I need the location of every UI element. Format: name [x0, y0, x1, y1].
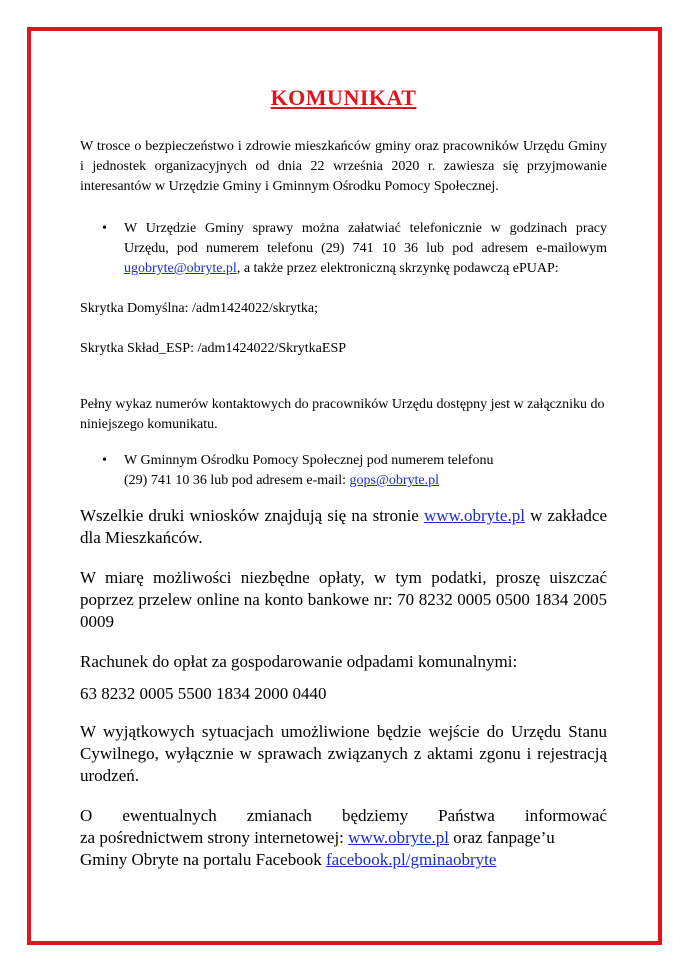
bullet1-text-before: W Urzędzie Gminy sprawy można załatwiać telefonicznie w godzinach pracy Urzędu, pod numerem telefonu (29) 741 10 36 lub pod adresem e-mailowym: [124, 221, 607, 256]
bullet1-text-after: , a także przez elektroniczną skrzynkę podawczą ePUAP:: [236, 261, 559, 276]
zmiany-line3-before: Gminy Obryte na portalu Facebook: [80, 850, 326, 869]
bullet-list-1: [80, 219, 607, 279]
website-link-obryte[interactable]: www.obryte.pl: [424, 506, 525, 525]
druki-text-after: w zakładce dla Mieszkańców.: [80, 506, 607, 547]
zmiany-line2: [80, 827, 607, 849]
bullet-gops: [124, 451, 607, 491]
zmiany-line1: O ewentualnych zmianach będziemy Państwa informować: [80, 806, 607, 825]
oplaty-paragraph: W miarę możliwości niezbędne opłaty, w tym podatki, proszę uiszczać poprzez przelew online na konto bankowe nr: 70 8232 0005 0500 1834 2005 0009: [80, 568, 607, 631]
druki-paragraph: [80, 505, 607, 549]
bullet2-line1: • W Gminnym Ośrodku Pomocy Społecznej pod numerem telefonu: [124, 453, 494, 468]
bullet-list-2: [80, 451, 607, 491]
zmiany-line2-before: za pośrednictwem strony internetowej:: [80, 828, 349, 847]
announcement-body: [80, 60, 607, 871]
zmiany-line3: [80, 849, 607, 871]
wykaz-paragraph: Pełny wykaz numerów kontaktowych do pracowników Urzędu dostępny jest w załączniku do niniejszego komunikatu.: [80, 397, 605, 432]
email-link-ugobryte[interactable]: ugobryte@obryte.pl: [124, 261, 237, 276]
usc-paragraph: W wyjątkowych sytuacjach umożliwione będzie wejście do Urzędu Stanu Cywilnego, wyłącznie w sprawach związanych z aktami zgonu i rejestracją urodzeń.: [80, 722, 607, 785]
rachunek-label: Rachunek do opłat za gospodarowanie odpadami komunalnymi:: [80, 652, 518, 671]
skrytka-domyslna: Skrytka Domyślna: /adm1424022/skrytka;: [80, 301, 318, 316]
website-link-obryte-2[interactable]: www.obryte.pl: [348, 828, 450, 847]
skrytka-sklad-esp: Skrytka Skład_ESP: /adm1424022/SkrytkaESP: [80, 341, 347, 356]
intro-paragraph: W trosce o bezpieczeństwo i zdrowie mieszkańców gminy oraz pracowników Urzędu Gminy i jednostek organizacyjnych od dnia 22 września 2020 r. zawiesza się przyjmowanie interesantów w Urzędzie Gminy i Gminnym Ośrodku Pomocy Społecznej.: [80, 139, 607, 194]
zmiany-paragraph: [80, 805, 607, 871]
bullet-urzad-gminy: [124, 219, 607, 279]
bullet2-line2: (29) 741 10 36 lub pod adresem e-mail:: [124, 473, 350, 488]
rachunek-number: 63 8232 0005 5500 1834 2000 0440: [80, 684, 327, 703]
zmiany-line2-after: oraz fanpage’u: [449, 828, 555, 847]
druki-text-before: Wszelkie druki wniosków znajdują się na stronie: [80, 506, 425, 525]
facebook-link[interactable]: facebook.pl/gminaobryte: [325, 850, 497, 869]
page-title: KOMUNIKAT: [270, 85, 417, 110]
email-link-gops[interactable]: gops@obryte.pl: [349, 473, 440, 488]
